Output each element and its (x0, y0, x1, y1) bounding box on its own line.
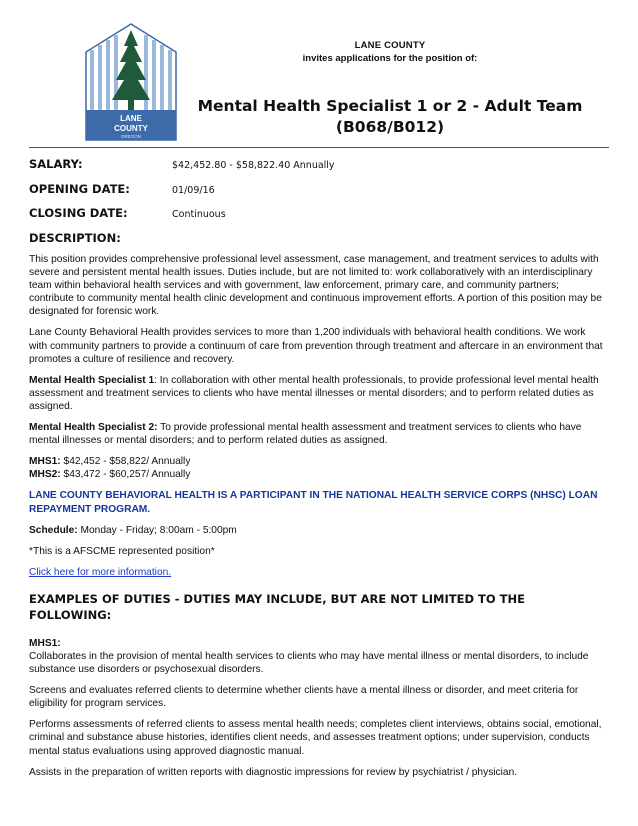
logo-text-lane: LANE (120, 114, 142, 123)
schedule-paragraph (29, 524, 603, 537)
salary-value: $42,452.80 - $58,822.40 Annually (172, 160, 335, 171)
description-paragraph-1: This position provides comprehensive professional level assessment, case management, and treatment services to adults with severe and persistent mental health issues. Duties include, but are not limited to: work collaboratively with an interdisciplinary team within behavioral health services and with government, law enforcement, primary care, and community partners; contribute to community mental health clinic development and continuous improvement efforts. A portion of this position may be designated for forensic work. (29, 254, 602, 318)
mhs2-paragraph (29, 421, 603, 447)
county-name: LANE COUNTY (354, 40, 426, 51)
closing-date-value: Continuous (172, 209, 226, 220)
invite-line: invites applications for the position of: (302, 53, 478, 64)
mhs2-text: To provide professional mental health assessment and treatment services to clients who have mental illnesses or mental disorders; and to perform related duties as assigned. (29, 422, 582, 447)
afscme-note: *This is a AFSCME represented position* (29, 545, 215, 557)
pay-mhs2-label: MHS2: (29, 469, 61, 481)
salary-label: SALARY: (29, 157, 83, 171)
examples-mhs1-label: MHS1: (29, 637, 61, 649)
header-divider (29, 147, 609, 148)
duty-4: Assists in the preparation of written reports with diagnostic impressions for review by psychiatrist / physician. (29, 766, 518, 778)
examples-heading: EXAMPLES OF DUTIES - DUTIES MAY INCLUDE, BUT ARE NOT LIMITED TO THE FOLLOWING: (29, 591, 525, 622)
duty-2: Screens and evaluates referred clients to determine whether clients have a mental illness or disorder, and meet criteria for eligibility for program services. (29, 685, 579, 710)
duty-1: Collaborates in the provision of mental health services to clients who may have mental illness or mental disorders, to include substance use disorders or psychosexual disorders. (29, 650, 589, 676)
description-body (29, 253, 603, 787)
job-header (190, 40, 590, 138)
pay-mhs2-value: $43,472 - $60,257/ Annually (60, 469, 191, 481)
schedule-label: Schedule: (29, 524, 78, 536)
opening-date-label: OPENING DATE: (29, 181, 130, 196)
logo-text-county: COUNTY (114, 124, 148, 133)
more-info-link[interactable]: Click here for more information. (29, 566, 172, 578)
job-title-line1: Mental Health Specialist 1 or 2 - Adult Team (197, 97, 583, 115)
closing-date-label: CLOSING DATE: (29, 206, 128, 220)
mhs1-label: Mental Health Specialist 1 (29, 374, 155, 386)
examples-mhs1-block (29, 637, 603, 676)
logo-text-oregon: OREGON (120, 134, 142, 139)
opening-date-value: 01/09/16 (172, 184, 215, 196)
description-paragraph-2: Lane County Behavioral Health provides services to more than 1,200 individuals with behavioral health conditions. We work with community partners to provide a continuum of care from prevention through treatment and aftercare in an environment that promotes a culture of resilience and recovery. (29, 327, 603, 365)
duty-3: Performs assessments of referred clients to assess mental health needs; completes client interviews, obtains social, emotional, criminal and substance abuse histories, identifies client needs, and assesses treatment options; under supervision, conducts mental status evaluations using approved diagnostic manual. (29, 719, 602, 757)
job-title-line2: (B068/B012) (335, 118, 445, 136)
job-fields (29, 157, 609, 255)
job-title (190, 96, 590, 138)
link-paragraph (29, 566, 603, 579)
pay-paragraph (29, 455, 603, 481)
mhs1-paragraph (29, 374, 603, 413)
pay-mhs1-value: $42,452 - $58,822/ Annually (60, 456, 191, 468)
nhsc-notice: LANE COUNTY BEHAVIORAL HEALTH IS A PARTICIPANT IN THE NATIONAL HEALTH SERVICE CORPS (NHSC) LOAN REPAYMENT PROGRAM. (29, 490, 598, 515)
schedule-value: Monday - Friday; 8:00am - 5:00pm (77, 524, 237, 536)
opening-date-row (29, 182, 609, 207)
lane-county-logo (80, 22, 182, 154)
pay-mhs1-label: MHS1: (29, 456, 61, 468)
mhs2-label: Mental Health Specialist 2: (29, 422, 158, 434)
salary-row (29, 157, 609, 182)
closing-date-row (29, 206, 609, 231)
description-label: DESCRIPTION: (29, 230, 121, 245)
description-row (29, 231, 609, 256)
mhs1-text: : In collaboration with other mental health professionals, to provide professional level mental health assessment and treatment services to clients who have mental illnesses or mental disorders; and to perform related duties as assigned. (29, 374, 599, 412)
